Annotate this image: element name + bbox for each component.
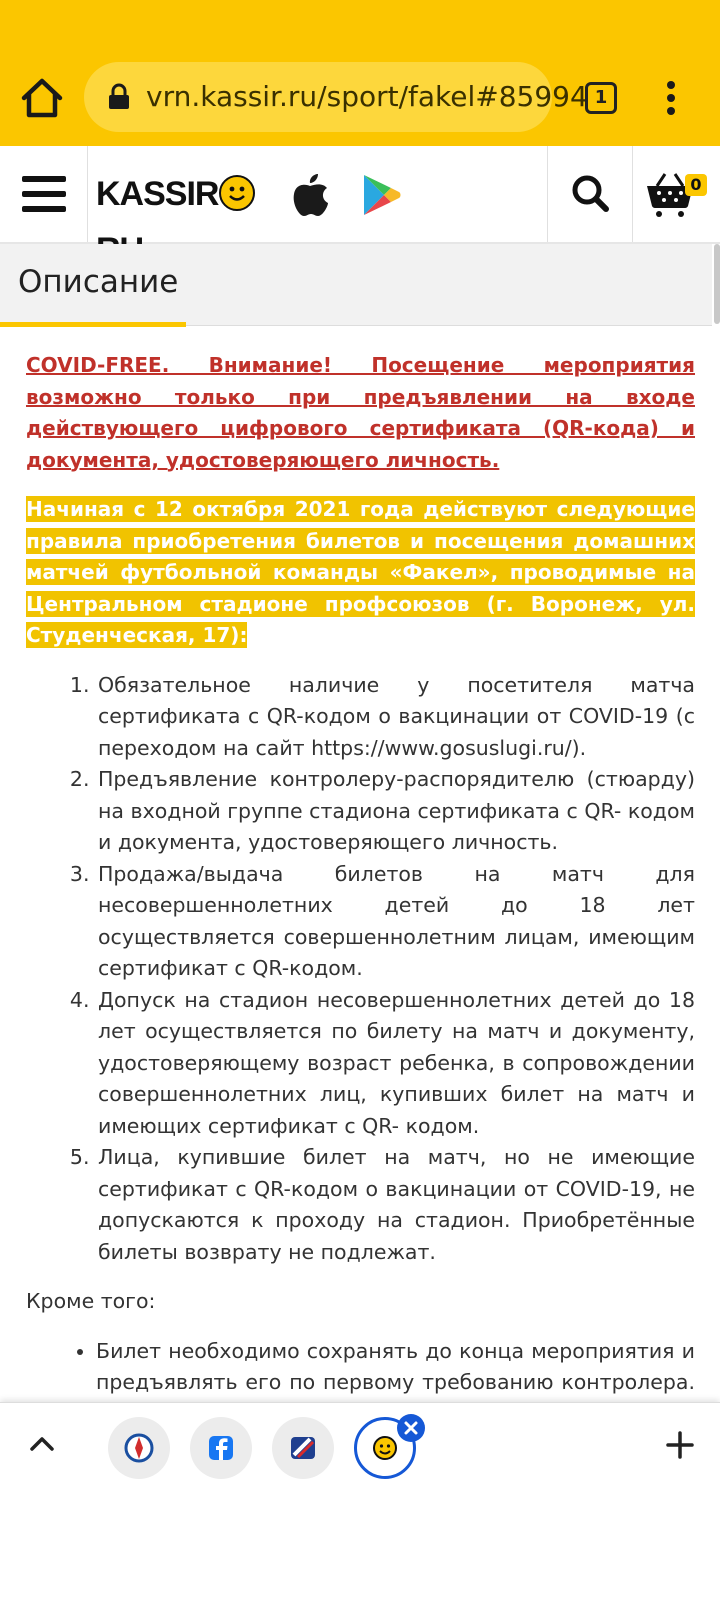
google-play-icon[interactable] (360, 172, 402, 218)
browser-toolbar (0, 0, 720, 146)
logo-face-icon (219, 175, 255, 211)
list-item: 1. Обязательное наличие у посетителя матча сертификата с QR-кодом о вакцинации от COVID-19 (с переходом на сайт https://www.gosuslugi.ru/). (96, 670, 695, 765)
more-vert-icon[interactable] (658, 80, 684, 116)
address-bar[interactable] (84, 62, 588, 132)
site-logo[interactable] (96, 166, 276, 222)
lock-icon (108, 84, 130, 110)
close-icon (397, 1414, 425, 1442)
event-description (26, 350, 695, 1430)
site-header (0, 146, 720, 244)
tab-description[interactable]: Описание (18, 264, 179, 300)
tab-favicon-facebook[interactable] (190, 1417, 252, 1479)
description-tab-bar (0, 244, 712, 326)
rules-intro-text: Начиная с 12 октября 2021 года действуют следующие правила приобретения билетов и посещения домашних матчей футбольной команды «Факел», проводимые на Центральном стадионе профсоюзов (г. Воронеж, ул. Студенческая, 17): (26, 497, 695, 647)
cart-button[interactable] (633, 146, 720, 242)
rules-list (26, 670, 695, 1269)
url-text[interactable]: vrn.kassir.ru/sport/fakel#85994 (146, 80, 588, 113)
close-tab-button[interactable] (397, 1414, 425, 1442)
tab-active-indicator (0, 322, 186, 327)
rules-intro (26, 494, 695, 652)
search-button[interactable] (547, 146, 633, 242)
list-item: 4. Допуск на стадион несовершеннолетних детей до 18 лет осуществляется по билету на матч и документу, удостоверяющему возраст ребенка, в сопровождении совершеннолетних лиц, купивших билет на матч и имеющих сертификат с QR- кодом. (96, 985, 695, 1143)
chevron-up-icon[interactable] (24, 1425, 60, 1461)
list-item: 5. Лица, купившие билет на матч, но не имеющие сертификат с QR-кодом о вакцинации от COVID-19, не допускаются к проходу на стадион. Приобретённые билеты возврату не подлежат. (96, 1142, 695, 1268)
hamburger-icon[interactable] (0, 146, 88, 242)
cart-icon (633, 146, 720, 242)
home-icon[interactable] (18, 74, 66, 122)
sport-site-icon (272, 1417, 334, 1479)
cart-count-badge: 0 (685, 174, 707, 196)
list-item: 2. Предъявление контролеру-распорядителю (стюарду) на входной группе стадиона сертификата с QR- кодом и документа, удостоверяющего личность. (96, 764, 695, 859)
covid-notice-link[interactable]: COVID-FREE. Внимание! Посещение мероприятия возможно только при предъявлении на входе действующего цифрового сертификата (QR-кода) и документа, удостоверяющего личность. (26, 353, 695, 472)
page-scrollbar[interactable] (714, 244, 720, 324)
tab-favicon-fakel[interactable] (108, 1417, 170, 1479)
extra-title: Кроме того: (26, 1289, 156, 1313)
logo-text-left: KASSIR (96, 175, 219, 213)
tab-favicon-sport[interactable] (272, 1417, 334, 1479)
apple-icon[interactable] (288, 170, 332, 220)
fakel-logo-icon (108, 1417, 170, 1479)
tab-strip (0, 1402, 720, 1490)
list-item: 3. Продажа/выдача билетов на матч для несовершеннолетних детей до 18 лет осуществляется совершеннолетним лицам, имеющим сертификат с QR-кодом. (96, 859, 695, 985)
tab-switcher-button[interactable]: 1 (585, 82, 617, 114)
tab-favicon-kassir-active[interactable] (354, 1417, 416, 1479)
plus-icon[interactable] (660, 1425, 700, 1465)
facebook-icon (190, 1417, 252, 1479)
search-icon (548, 146, 634, 242)
navigation-area (0, 1490, 720, 1600)
list-item: • Билет необходимо сохранять до конца мероприятия и предъявлять его по первому требованию контролера. (96, 1336, 695, 1431)
